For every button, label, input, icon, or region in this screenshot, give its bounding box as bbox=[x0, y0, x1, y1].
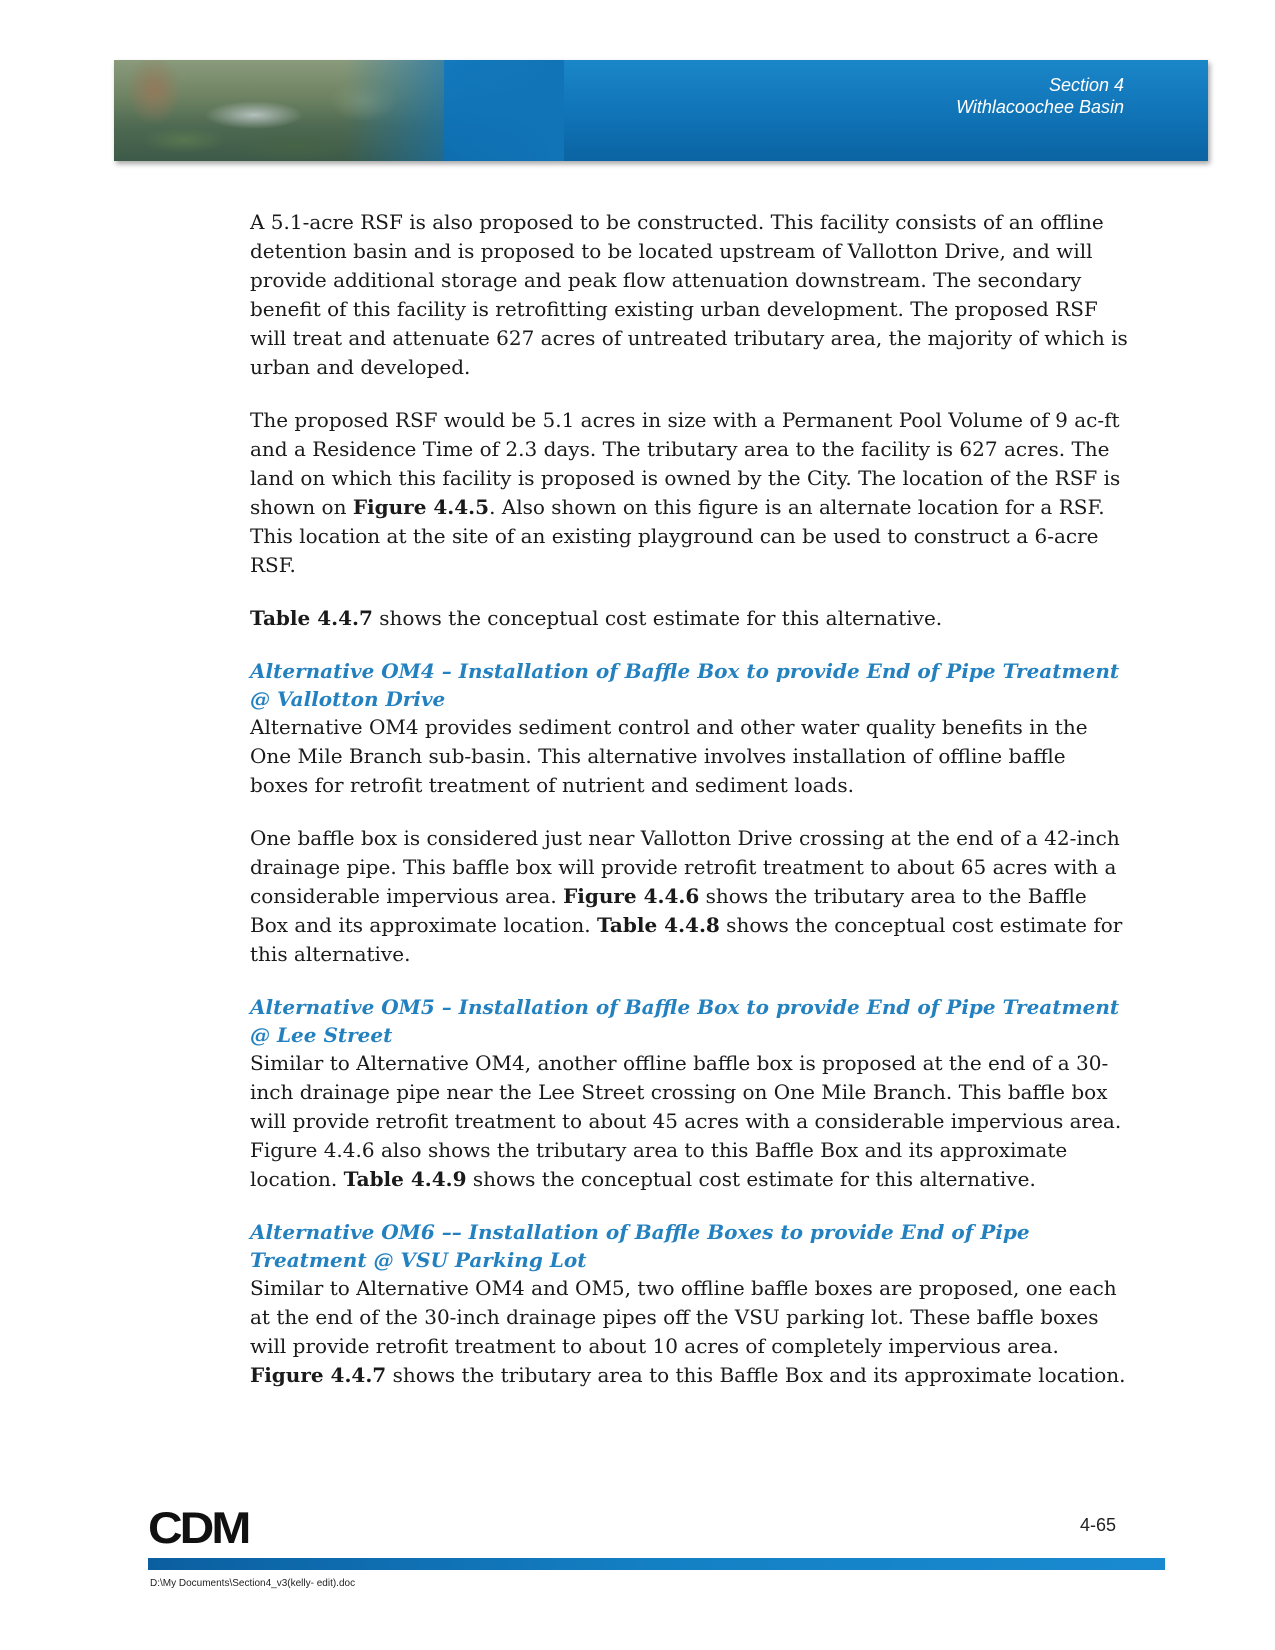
heading-alternative-om4: Alternative OM4 – Installation of Baffle Box to provide End of Pipe Treatment @ Vallotton Drive bbox=[250, 659, 1120, 711]
figure-ref-4-4-5: Figure 4.4.5 bbox=[352, 495, 490, 519]
paragraph-om4-details: One baffle box is considered just near Vallotton Drive crossing at the end of a 42-inch drainage pipe. This baffle box will provide retrofit treatment to about 65 acres with a considerable impervious area. Figure 4.4.6 shows the tributary area to the Baffle Box and its approximate location. Table 4.4.8 shows the conceptual cost estimate for this alternative. bbox=[250, 826, 1123, 966]
paragraph-om4-overview: Alternative OM4 provides sediment control and other water quality benefits in the One Mile Branch sub-basin. This alternative involves installation of offline baffle boxes for retrofit treatment of nutrient and sediment loads. bbox=[250, 715, 1088, 797]
page-number: 4-65 bbox=[1080, 1515, 1117, 1535]
paragraph-table-4-4-7: Table 4.4.7 shows the conceptual cost estimate for this alternative. bbox=[250, 606, 943, 630]
heading-alternative-om5: Alternative OM5 – Installation of Baffle Box to provide End of Pipe Treatment @ Lee Street bbox=[250, 995, 1120, 1047]
file-path: D:\My Documents\Section4_v3(kelly- edit).doc bbox=[150, 1578, 356, 1589]
paragraph-rsf-details: The proposed RSF would be 5.1 acres in size with a Permanent Pool Volume of 9 ac-ft and a Residence Time of 2.3 days. The tributary area to the facility is 627 acres. The land on which this facility is proposed is owned by the City. The location of the RSF is shown on Figure 4.4.5. Also shown on this figure is an alternate location for a RSF. This location at the site of an existing playground can be used to construct a 6-acre RSF. bbox=[250, 408, 1121, 577]
paragraph-om6-details: Similar to Alternative OM4 and OM5, two offline baffle boxes are proposed, one each at the end of the 30-inch drainage pipes off the VSU parking lot. These baffle boxes will provide retrofit treatment to about 10 acres of completely impervious area. Figure 4.4.7 shows the tributary area to this Baffle Box and its approximate location. bbox=[250, 1276, 1126, 1387]
paragraph-rsf-intro: A 5.1-acre RSF is also proposed to be constructed. This facility consists of an offline detention basin and is proposed to be located upstream of Vallotton Drive, and will provide additional storage and peak flow attenuation downstream. The secondary benefit of this facility is retrofitting existing urban development. The proposed RSF will treat and attenuate 627 acres of untreated tributary area, the majority of which is urban and developed. bbox=[250, 210, 1128, 379]
figure-ref-4-4-6: Figure 4.4.6 bbox=[563, 884, 700, 908]
page-header-banner bbox=[114, 60, 1208, 161]
header-text bbox=[956, 74, 1124, 118]
figure-ref-4-4-7: Figure 4.4.7 bbox=[250, 1363, 387, 1387]
table-ref-4-4-8: Table 4.4.8 bbox=[596, 913, 720, 937]
document-body bbox=[250, 208, 1130, 1414]
table-ref-4-4-9: Table 4.4.9 bbox=[343, 1167, 467, 1191]
header-photo-fade bbox=[344, 60, 564, 161]
basin-label: Withlacoochee Basin bbox=[956, 97, 1124, 117]
paragraph-om5-details: Similar to Alternative OM4, another offline baffle box is proposed at the end of a 30-inch drainage pipe near the Lee Street crossing on One Mile Branch. This baffle box will provide retrofit treatment to about 45 acres with a considerable impervious area. Figure 4.4.6 also shows the tributary area to this Baffle Box and its approximate location. Table 4.4.9 shows the conceptual cost estimate for this alternative. bbox=[250, 1051, 1122, 1191]
section-label: Section 4 bbox=[1048, 75, 1124, 95]
heading-alternative-om6: Alternative OM6 –– Installation of Baffle Boxes to provide End of Pipe Treatment @ VSU Parking Lot bbox=[250, 1220, 1030, 1272]
footer-bar bbox=[148, 1558, 1165, 1570]
cdm-logo: CDM bbox=[148, 1504, 249, 1553]
table-ref-4-4-7: Table 4.4.7 bbox=[250, 606, 373, 630]
